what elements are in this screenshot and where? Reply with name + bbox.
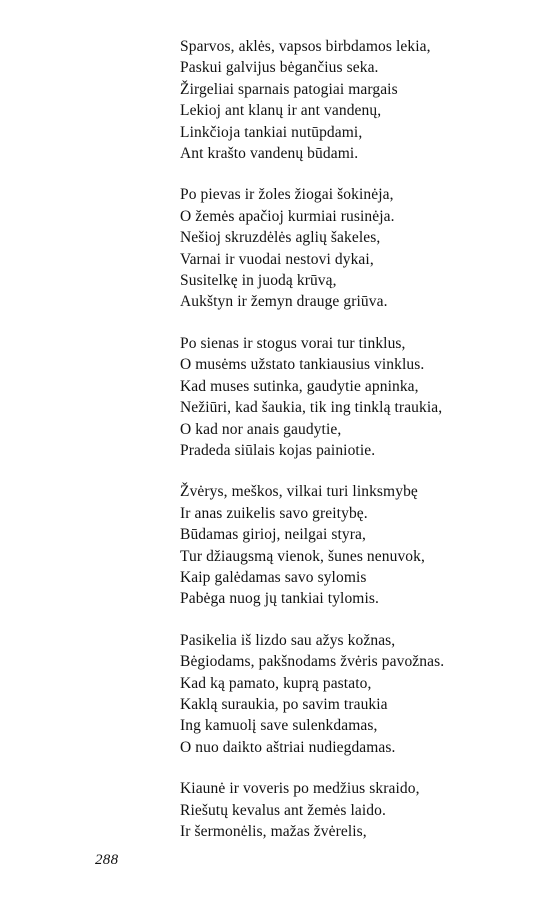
stanza-4 — [180, 481, 550, 609]
poem-line: Lekioj ant klanų ir ant vandenų, — [180, 102, 382, 120]
poem-line: Sparvos, aklės, vapsos birbdamos lekia, — [180, 38, 431, 55]
poem-line: Paskui galvijus bėgančius seka. — [180, 59, 379, 77]
stanza-1 — [180, 36, 550, 164]
poem-line: Nešioj skruzdėlės aglių šakeles, — [180, 229, 381, 247]
poem-line: Kaklą suraukia, po savim traukia — [180, 695, 388, 713]
poem-line: O kad nor anais gaudytie, — [180, 420, 342, 438]
poem-line: O nuo daikto aštriai nudiegdamas. — [180, 738, 396, 756]
poem-line: Nežiūri, kad šaukia, tik ing tinklą traukia, — [180, 399, 443, 417]
stanza-5 — [180, 630, 550, 758]
poem-line: Bėgiodams, pakšnodams žvėris pavožnas. — [180, 653, 445, 671]
poem-line: Ing kamuolį save sulenkdamas, — [180, 717, 378, 735]
poem-line: Pabėga nuog jų tankiai tylomis. — [180, 590, 379, 608]
stanza-6 — [180, 778, 550, 842]
poem-line: Po pievas ir žoles žiogai šokinėja, — [180, 186, 394, 204]
poem-line: Kaip galėdamas savo sylomis — [180, 568, 367, 586]
poem-line: Ir anas zuikelis savo greitybę. — [180, 504, 368, 522]
poem-line: Žvėrys, meškos, vilkai turi linksmybę — [180, 483, 418, 501]
poem-line: O musėms užstato tankiausius vinklus. — [180, 356, 425, 374]
poem-line: Kad ką pamato, kuprą pastato, — [180, 674, 372, 692]
poem-line: Būdamas girioj, neilgai styra, — [180, 526, 366, 544]
poem-line: Po sienas ir stogus vorai tur tinklus, — [180, 334, 406, 352]
poem-text — [180, 36, 550, 862]
stanza-2 — [180, 184, 550, 312]
poem-line: Kad muses sutinka, gaudytie apninka, — [180, 377, 419, 395]
poem-line: Žirgeliai sparnais patogiai margais — [180, 80, 398, 98]
poem-line: Pradeda siūlais kojas painiotie. — [180, 441, 376, 459]
poem-line: Kiaunė ir voveris po medžius skraido, — [180, 780, 420, 798]
poem-line: Ant krašto vandenų būdami. — [180, 145, 359, 163]
poem-line: Aukštyn ir žemyn drauge griūva. — [180, 293, 388, 311]
poem-line: Linkčioja tankiai nutūpdami, — [180, 123, 363, 141]
poem-line: Riešutų kevalus ant žemės laido. — [180, 801, 386, 819]
poem-line: Pasikelia iš lizdo sau ažys kožnas, — [180, 631, 396, 649]
poem-line: Ir šermonėlis, mažas žvėrelis, — [180, 823, 367, 840]
poem-line: O žemės apačioj kurmiai rusinėja. — [180, 207, 395, 225]
poem-line: Tur džiaugsmą vienok, šunes nenuvok, — [180, 547, 425, 565]
poem-line: Varnai ir vuodai nestovi dykai, — [180, 250, 374, 268]
poem-line: Susitelkę in juodą krūvą, — [180, 272, 337, 290]
stanza-3 — [180, 333, 550, 461]
page-number: 288 — [95, 852, 119, 868]
